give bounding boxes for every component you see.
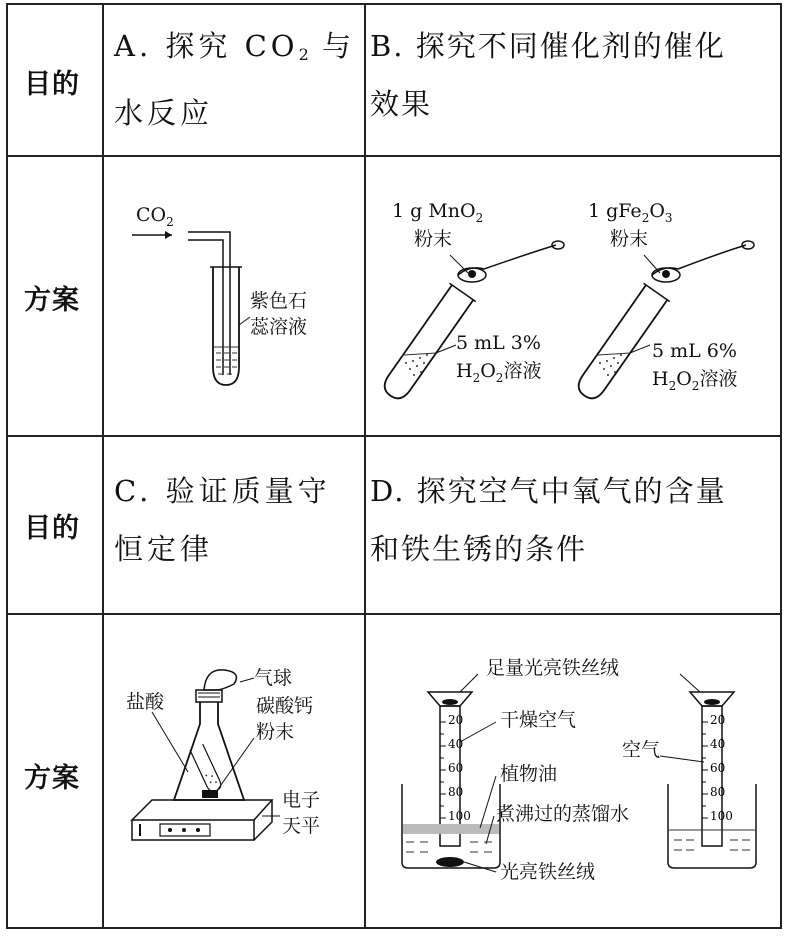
cylinder-left xyxy=(428,692,472,846)
purpose-d xyxy=(370,462,780,578)
purpose-a-line2: 水反应 xyxy=(114,96,214,130)
top-iron-label: 足量光亮铁丝绒 xyxy=(486,657,620,679)
left-solution-label-2: $H_2O_2$溶液 xyxy=(456,360,542,385)
air-label: 空气 xyxy=(622,739,661,761)
litmus-label-1: 紫色石 xyxy=(250,290,308,312)
svg-text:20: 20 xyxy=(710,713,726,727)
svg-text:100: 100 xyxy=(710,809,733,823)
svg-text:40: 40 xyxy=(710,737,726,751)
cylinder-right xyxy=(690,692,734,846)
purpose-d-line1: D. 探究空气中氧气的含量 xyxy=(370,474,727,508)
diagram-d xyxy=(390,652,782,892)
right-solution-label-1: 5 mL 6% xyxy=(652,340,737,362)
diagram-b xyxy=(380,195,770,405)
mno2-label: 1 g MnO$_2$ xyxy=(392,200,484,225)
purpose-b xyxy=(370,17,780,133)
caco3-label-2: 粉末 xyxy=(256,721,295,743)
svg-text:60: 60 xyxy=(448,761,464,775)
co2-label: $CO_2$ xyxy=(136,204,174,229)
row-label-plan-2: 方案 xyxy=(24,763,80,794)
svg-text:60: 60 xyxy=(710,761,726,775)
purpose-c-line1: C. 验证质量守 xyxy=(114,474,331,508)
litmus-label-2: 蕊溶液 xyxy=(250,316,308,338)
oil-layer xyxy=(403,824,499,834)
purpose-a xyxy=(114,17,362,142)
purpose-d-line2: 和铁生锈的条件 xyxy=(370,532,588,566)
litmus-liquid xyxy=(214,347,238,374)
balance-label-2: 天平 xyxy=(282,815,321,837)
bottom-iron-wool xyxy=(436,857,464,867)
delivery-tube xyxy=(188,232,230,375)
erlenmeyer-flask xyxy=(174,702,244,800)
diagram-a xyxy=(110,195,350,395)
balance-top xyxy=(132,800,272,820)
stopper xyxy=(196,690,222,702)
purpose-a-post: 与 xyxy=(308,29,355,63)
column-divider-1 xyxy=(102,5,104,927)
column-divider-2 xyxy=(364,5,366,927)
dry-air-label: 干燥空气 xyxy=(500,709,577,731)
purpose-a-sub: 2 xyxy=(298,45,309,64)
svg-text:100: 100 xyxy=(448,809,471,823)
balloon-label: 气球 xyxy=(254,667,293,689)
right-solution-label-2: $H_2O_2$溶液 xyxy=(652,368,738,393)
balance-front xyxy=(132,820,254,840)
balloon xyxy=(204,670,236,690)
purpose-c xyxy=(114,462,362,578)
left-solution-label-1: 5 mL 3% xyxy=(456,332,541,354)
oil-label: 植物油 xyxy=(500,763,558,785)
acid-tube xyxy=(190,744,223,793)
diagram-c xyxy=(112,660,352,870)
svg-text:40: 40 xyxy=(448,737,464,751)
fe2o3-powder-label: 粉末 xyxy=(610,228,649,250)
row-divider-1 xyxy=(8,155,780,157)
svg-text:80: 80 xyxy=(448,785,464,799)
gas-arrow-head xyxy=(165,231,172,239)
row-divider-3 xyxy=(8,613,780,615)
mno2-powder-label: 粉末 xyxy=(414,228,453,250)
row-label-plan-1: 方案 xyxy=(24,285,80,316)
fe2o3-label: 1 $gFe_2O_3$ xyxy=(588,200,673,225)
purpose-a-pre: A. 探究 CO xyxy=(114,29,299,63)
purpose-b-line2: 效果 xyxy=(370,87,433,121)
row-divider-2 xyxy=(8,435,780,437)
purpose-b-line1: B. 探究不同催化剂的催化 xyxy=(370,29,726,63)
row-label-purpose-2: 目的 xyxy=(24,513,80,544)
caco3-label-1: 碳酸钙 xyxy=(256,695,314,717)
row-label-purpose-1: 目的 xyxy=(24,69,80,100)
balance-label-1: 电子 xyxy=(282,789,321,811)
acid-label: 盐酸 xyxy=(126,691,165,713)
purpose-c-line2: 恒定律 xyxy=(114,532,214,566)
svg-text:80: 80 xyxy=(710,785,726,799)
boiled-water-label: 煮沸过的蒸馏水 xyxy=(496,803,630,825)
caco3-powder xyxy=(202,790,218,798)
bottom-iron-label: 光亮铁丝绒 xyxy=(500,861,596,883)
svg-text:20: 20 xyxy=(448,713,464,727)
